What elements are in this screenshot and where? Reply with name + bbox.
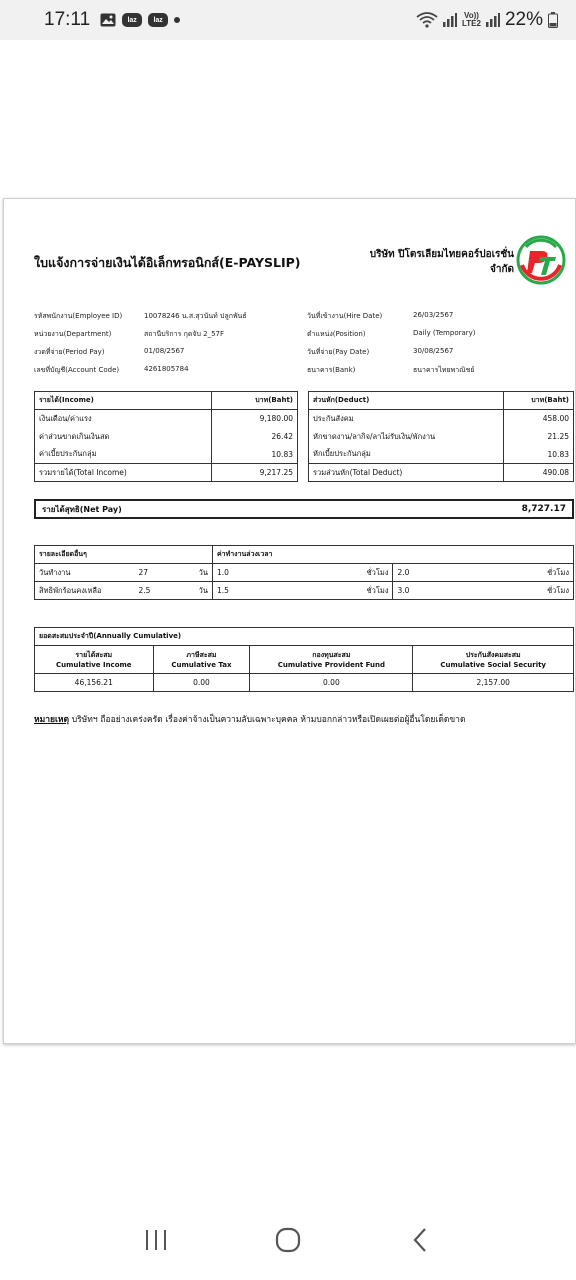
cumulative-col-en: Cumulative Provident Fund (277, 660, 386, 669)
cumulative-value: 0.00 (250, 674, 413, 692)
wifi-icon (416, 12, 438, 28)
income-total: 9,217.25 (212, 464, 298, 482)
info-label: ตำแหน่ง(Position) (307, 330, 366, 338)
cumulative-col-th: ประกันสังคมสะสม (465, 650, 521, 659)
info-label: วันที่เข้างาน(Hire Date) (307, 312, 383, 320)
table-row (35, 582, 574, 600)
deduct-label: หักเบี้ยประกันกลุ่ม (309, 446, 504, 464)
income-total-label: รวมรายได้(Total Income) (35, 464, 212, 482)
status-bar (0, 0, 576, 40)
detail-label: สิทธิพักร้อนคงเหลือ (35, 582, 135, 600)
gallery-icon (100, 13, 116, 27)
recent-apps-button[interactable] (136, 1220, 176, 1260)
battery-percentage: 22% (504, 9, 543, 30)
cumulative-col-en: Cumulative Tax (171, 660, 232, 669)
income-amount: 26.42 (212, 428, 298, 446)
deduct-label: หักขาดงาน/ลากิจ/ลาไม่รับเงิน/พักงาน (309, 428, 504, 446)
cumulative-table (34, 627, 574, 692)
more-notifications-dot-icon (174, 17, 180, 23)
cumulative-value: 46,156.21 (35, 674, 154, 692)
deduct-table (308, 391, 574, 482)
table-row (35, 446, 298, 464)
deduct-amount: 458.00 (504, 410, 574, 428)
income-label: ค่าส่วนขาดเกินเงินสด (35, 428, 212, 446)
lte-label: LTE2 (462, 19, 481, 28)
income-label: เงินเดือน/ค่าแรง (35, 410, 212, 428)
table-row (35, 674, 574, 692)
deduct-label: ประกันสังคม (309, 410, 504, 428)
info-value: 26/03/2567 (413, 311, 454, 319)
cumulative-col-th: ภาษีสะสม (186, 650, 217, 659)
net-pay-label: รายได้สุทธิ(Net Pay) (42, 504, 122, 514)
info-value: 10078246 น.ส.สุวนันท์ ปลูกพันธ์ (144, 312, 247, 320)
info-label: ธนาคาร(Bank) (307, 366, 356, 374)
payslip-note (34, 712, 465, 726)
lazada-notification-icon: laz (148, 13, 168, 27)
info-value: ธนาคารไทยพาณิชย์ (413, 366, 475, 374)
table-row (309, 410, 574, 428)
info-value: สถานีบริการ กุดจับ 2_57F (144, 330, 225, 338)
info-value: 4261805784 (144, 365, 189, 373)
overtime-value: 3.0 (393, 582, 466, 600)
info-label: หน่วยงาน(Department) (34, 330, 112, 338)
info-value: 30/08/2567 (413, 347, 454, 355)
other-details-header: รายละเอียดอื่นๆ (35, 546, 213, 564)
detail-unit: วัน (180, 582, 213, 600)
overtime-unit: ชั่วโมง (465, 582, 573, 600)
overtime-unit: ชั่วโมง (285, 582, 393, 600)
info-label: วันที่จ่าย(Pay Date) (307, 348, 370, 356)
cumulative-value: 2,157.00 (413, 674, 574, 692)
income-amount: 10.83 (212, 446, 298, 464)
home-icon (275, 1227, 301, 1253)
deduct-header: ส่วนหัก(Deduct) (309, 392, 504, 410)
battery-icon (548, 12, 558, 28)
signal-icon (443, 13, 457, 27)
overtime-value: 1.5 (213, 582, 286, 600)
income-amount: 9,180.00 (212, 410, 298, 428)
table-row (35, 464, 298, 482)
network-type-label (462, 12, 481, 28)
net-pay-row (34, 499, 574, 519)
detail-label: วันทำงาน (35, 564, 135, 582)
table-row (309, 446, 574, 464)
income-label: ค่าเบี้ยประกันกลุ่ม (35, 446, 212, 464)
deduct-amount: 21.25 (504, 428, 574, 446)
cumulative-col-en: Cumulative Income (55, 660, 132, 669)
info-label: รหัสพนักงาน(Employee ID) (34, 312, 123, 320)
info-value: Daily (Temporary) (413, 329, 476, 337)
net-pay-amount: 8,727.17 (521, 504, 566, 514)
deduct-amount: 10.83 (504, 446, 574, 464)
recent-apps-icon (143, 1229, 169, 1251)
income-unit: บาท(Baht) (212, 392, 298, 410)
income-header: รายได้(Income) (35, 392, 212, 410)
overtime-unit: ชั่วโมง (465, 564, 573, 582)
overtime-unit: ชั่วโมง (285, 564, 393, 582)
back-button[interactable] (400, 1220, 440, 1260)
detail-unit: วัน (180, 564, 213, 582)
income-table (34, 391, 298, 482)
overtime-value: 2.0 (393, 564, 466, 582)
deduct-total: 490.08 (504, 464, 574, 482)
table-row (309, 428, 574, 446)
navigation-bar (0, 1200, 576, 1280)
info-label: เลขที่บัญชี(Account Code) (34, 366, 120, 374)
cumulative-col-th: รายได้สะสม (75, 650, 113, 659)
cumulative-col-en: Cumulative Social Security (440, 660, 546, 669)
company-name (334, 247, 514, 277)
cumulative-header: ยอดสะสมประจำปี(Annually Cumulative) (35, 628, 574, 646)
cumulative-col-th: กองทุนสะสม (312, 650, 351, 659)
payslip-title: ใบแจ้งการจ่ายเงินได้อิเล็กทรอนิกส์(E-PAYSLIP) (34, 255, 301, 270)
note-heading: หมายเหตุ (34, 715, 69, 725)
volte-label: Vo)) (464, 11, 479, 20)
other-details-table (34, 545, 574, 600)
deduct-unit: บาท(Baht) (504, 392, 574, 410)
payslip-document[interactable] (3, 198, 576, 1044)
pt-logo-icon (516, 235, 566, 285)
detail-value: 27 (135, 564, 180, 582)
status-time: 17:11 (44, 9, 91, 30)
info-label: งวดที่จ่าย(Period Pay) (34, 348, 105, 356)
overtime-header: ค่าทำงานล่วงเวลา (213, 546, 574, 564)
note-text: บริษัทฯ ถืออย่างเคร่งครัด เรื่องค่าจ้างเป็นความลับเฉพาะบุคคล ห้ามบอกกล่าวหรือเปิดเผยต่อผู้อื่นโดยเด็ดขาด (71, 715, 466, 725)
table-row (35, 564, 574, 582)
signal-icon (486, 13, 500, 27)
company-name-line2: จำกัด (489, 264, 514, 275)
overtime-value: 1.0 (213, 564, 286, 582)
lazada-notification-icon: laz (122, 13, 142, 27)
home-button[interactable] (268, 1220, 308, 1260)
table-row (35, 410, 298, 428)
back-icon (411, 1227, 429, 1253)
detail-value: 2.5 (135, 582, 180, 600)
info-value: 01/08/2567 (144, 347, 185, 355)
deduct-total-label: รวมส่วนหัก(Total Deduct) (309, 464, 504, 482)
cumulative-value: 0.00 (153, 674, 250, 692)
table-row (309, 464, 574, 482)
company-name-line1: บริษัท ปิโตรเลียมไทยคอร์ปอเรชั่น (369, 249, 514, 260)
table-row (35, 428, 298, 446)
